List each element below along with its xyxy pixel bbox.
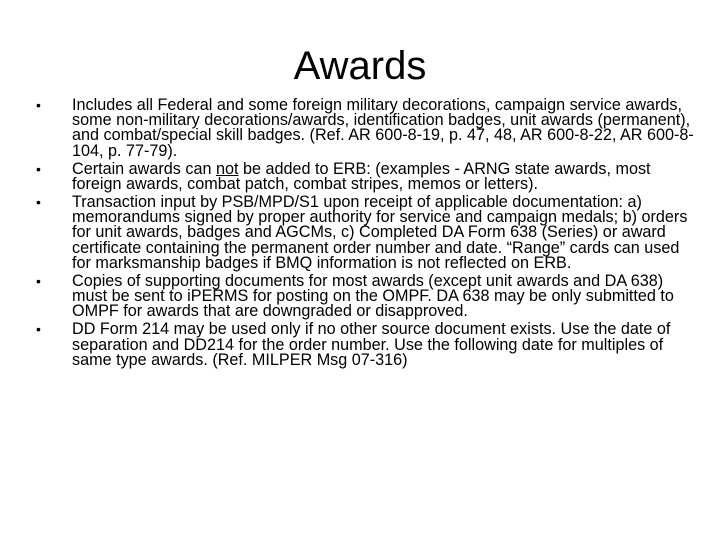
bullet-dot-icon: • [36,160,41,177]
bullet-dot-icon: • [36,97,41,113]
bullet-text-before: Certain awards can [72,159,216,178]
bullet-item-dd-form-214 [36,322,696,368]
bullet-list [36,98,696,371]
bullet-dot-icon: • [36,272,41,289]
bullet-text-emphasis: not [215,159,239,178]
bullet-item-transaction-input [36,195,696,271]
bullet-item-supporting-documents [36,271,696,321]
bullet-dot-icon: • [36,321,41,338]
bullet-text: Includes all Federal and some foreign military decorations, campaign service awards, some non-military decorations/awards, identification badges, unit awards (permanent), and combat/special skill badges. (Ref. AR 600-8-19, p. 47, 48, AR 600-8-22, AR 600-8-104, p. 77-79). [72,96,694,160]
bullet-item-federal-decorations [36,98,696,159]
bullet-item-erb-exclusions [36,159,696,193]
bullet-text: DD Form 214 may be used only if no other source document exists. Use the date of separation and DD214 for the order number. Use the following date for multiples of same type awards. (Ref. MILPER Msg 07-316) [72,320,671,369]
bullet-text: Copies of supporting documents for most awards (except unit awards and DA 638) must be sent to iPERMS for posting on the OMPF. DA 638 may be only submitted to OMPF for awards that are downgraded or disapproved. [72,271,674,321]
slide-title-text: Awards [293,44,427,88]
slide-title [0,38,720,94]
bullet-dot-icon: • [36,194,41,210]
bullet-text: Transaction input by PSB/MPD/S1 upon receipt of applicable documentation: a) memorandums signed by proper authority for service and campaign medals; b) orders for unit awards, badges and AGCMs, c) Completed DA Form 638 (Series) or award certificate containing the permanent order number and date. “Range” cards can used for marksmanship badges if BMQ information is not reflected on ERB. [72,193,688,272]
bullet-text-after: be added to ERB: (examples - ARNG state awards, most foreign awards, combat patch, combat stripes, memos or letters). [72,159,651,193]
